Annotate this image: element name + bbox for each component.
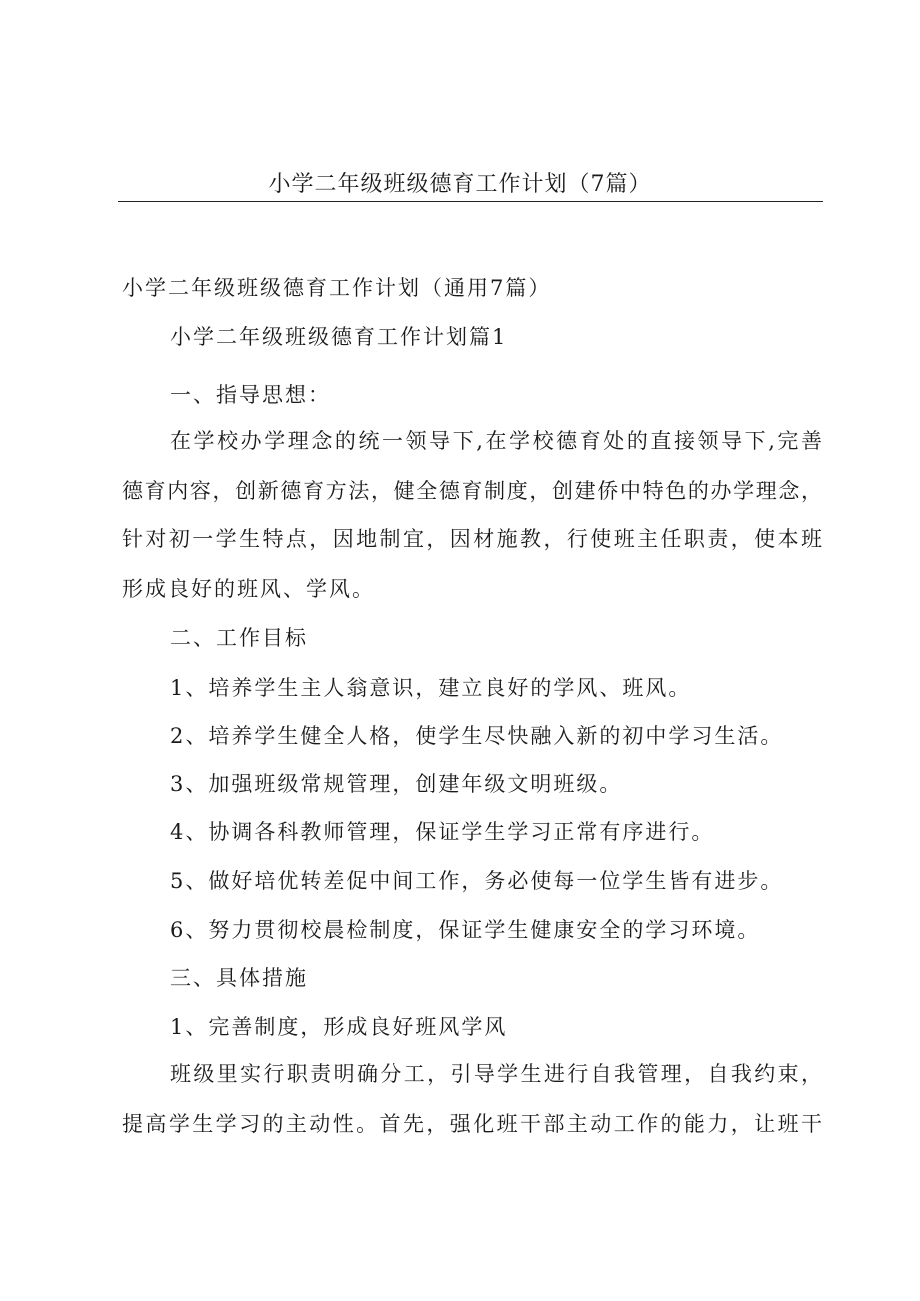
section-heading: 小学二年级班级德育工作计划篇1 — [170, 325, 508, 349]
document-title: 小学二年级班级德育工作计划（7篇） — [268, 172, 652, 197]
goal-item: 4、协调各科教师管理，保证学生学习正常有序进行。 — [170, 820, 715, 844]
paragraph-line: 形成良好的班风、学风。 — [122, 577, 375, 601]
goal-item: 1、培养学生主人翁意识，建立良好的学风、班风。 — [170, 676, 692, 700]
goal-item: 5、做好培优转差促中间工作，务必使每一位学生皆有进步。 — [170, 869, 784, 893]
heading-guiding-ideology: 一、指导思想： — [170, 383, 331, 407]
title-underline — [118, 201, 823, 202]
heading-work-goals: 二、工作目标 — [170, 626, 308, 650]
goal-item: 6、努力贯彻校晨检制度，保证学生健康安全的学习环境。 — [170, 918, 761, 942]
heading-specific-measures: 三、具体措施 — [170, 966, 308, 990]
paragraph-line: 德育内容，创新德育方法，健全德育制度，创建侨中特色的办学理念， — [122, 479, 822, 503]
paragraph-line: 班级里实行职责明确分工，引导学生进行自我管理，自我约束， — [170, 1062, 822, 1086]
goal-item: 2、培养学生健全人格，使学生尽快融入新的初中学习生活。 — [170, 724, 784, 748]
paragraph-line: 提高学生学习的主动性。首先，强化班干部主动工作的能力，让班干 — [122, 1112, 822, 1136]
paragraph-line: 在学校办学理念的统一领导下,在学校德育处的直接领导下,完善 — [170, 429, 822, 453]
paragraph-line: 针对初一学生特点，因地制宜，因材施教，行使班主任职责，使本班 — [122, 527, 822, 551]
goal-item: 3、加强班级常规管理，创建年级文明班级。 — [170, 772, 623, 796]
subheading-measure-1: 1、完善制度，形成良好班风学风 — [170, 1015, 508, 1039]
document-subtitle: 小学二年级班级德育工作计划（通用7篇） — [122, 276, 552, 300]
